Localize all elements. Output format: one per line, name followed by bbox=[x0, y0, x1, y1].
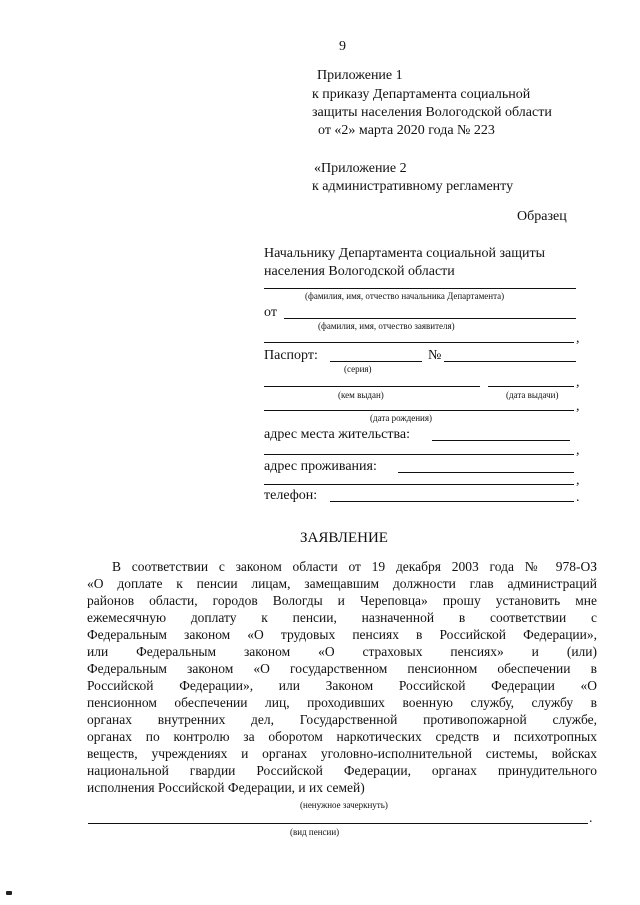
issued-by-field[interactable] bbox=[264, 386, 480, 387]
statement-line: Российской Федерации», или Законом Российской Федерации «О bbox=[87, 678, 597, 693]
strike-note: (ненужное зачеркнуть) bbox=[300, 800, 388, 810]
statement-line: веществ, учреждениях и органах уголовно-исполнительной системы, войсках bbox=[87, 746, 597, 761]
statement-line: национальной гвардии Российской Федерации, органах принудительного bbox=[87, 763, 597, 778]
passport-label: Паспорт: bbox=[264, 348, 318, 363]
issue-date-caption: (дата выдачи) bbox=[506, 390, 559, 400]
applicant-name-caption: (фамилия, имя, отчество заявителя) bbox=[318, 321, 455, 331]
page-number: 9 bbox=[339, 39, 346, 54]
comma-3: , bbox=[576, 399, 580, 414]
comma-4: , bbox=[576, 443, 580, 458]
stay-address-label: адрес проживания: bbox=[264, 459, 377, 474]
period-1: . bbox=[576, 490, 580, 505]
residence-address-field-2[interactable] bbox=[264, 454, 574, 455]
passport-number-field[interactable] bbox=[444, 361, 576, 362]
residence-address-field[interactable] bbox=[432, 440, 570, 441]
addressee-line-1: Начальнику Департамента социальной защиты bbox=[264, 246, 546, 261]
statement-line: «О доплате к пенсии лицам, замещавшим должности глав администраций bbox=[87, 576, 597, 591]
appendix-2-regulation-line: к административному регламенту bbox=[312, 179, 514, 194]
addressee-line-2: населения Вологодской области bbox=[264, 264, 455, 279]
statement-line: районов области, городов Вологды и Череповца» прошу установить мне bbox=[87, 593, 597, 608]
pension-type-caption: (вид пенсии) bbox=[290, 827, 340, 837]
statement-line: органах внутренних дел, Государственной противопожарной службе, bbox=[87, 712, 597, 727]
issue-date-field[interactable] bbox=[488, 386, 574, 387]
comma-2: , bbox=[576, 375, 580, 390]
comma-1: , bbox=[576, 331, 580, 346]
appendix-1-date-line: от «2» марта 2020 года № 223 bbox=[318, 123, 495, 138]
phone-field[interactable] bbox=[330, 501, 574, 502]
scan-mark bbox=[6, 891, 12, 895]
sample-label: Образец bbox=[517, 209, 567, 224]
head-name-field[interactable] bbox=[264, 288, 576, 289]
statement-line: или Федеральным законом «О страховых пенсиях» и (или) bbox=[87, 644, 597, 659]
applicant-name-field-2[interactable] bbox=[264, 342, 574, 343]
statement-title: ЗАЯВЛЕНИЕ bbox=[300, 530, 388, 546]
stay-address-field-2[interactable] bbox=[264, 484, 574, 485]
pension-type-field[interactable] bbox=[88, 823, 588, 824]
passport-number-sign: № bbox=[428, 348, 442, 363]
statement-line: Федеральным законом «О государственном пенсионном обеспечении в bbox=[87, 661, 597, 676]
statement-line: ежемесячную доплату к пенсии, назначенной в соответствии с bbox=[87, 610, 597, 625]
appendix-1-department-line: защиты населения Вологодской области bbox=[312, 105, 552, 120]
stay-address-field[interactable] bbox=[398, 472, 574, 473]
statement-line: пенсионном обеспечении лиц, проходивших военную службу, службу в bbox=[87, 695, 597, 710]
statement-line: Федеральным законом «О трудовых пенсиях в Российской Федерации», bbox=[87, 627, 597, 642]
series-caption: (серия) bbox=[344, 364, 372, 374]
phone-label: телефон: bbox=[264, 488, 318, 503]
residence-address-label: адрес места жительства: bbox=[264, 427, 410, 442]
appendix-1-order-line: к приказу Департамента социальной bbox=[312, 87, 531, 102]
head-name-caption: (фамилия, имя, отчество начальника Департамента) bbox=[305, 291, 505, 301]
statement-line: В соответствии с законом области от 19 декабря 2003 года № 978-ОЗ bbox=[112, 559, 597, 574]
from-label: от bbox=[264, 305, 277, 320]
birth-date-caption: (дата рождения) bbox=[370, 413, 432, 423]
period-2: . bbox=[589, 811, 593, 826]
appendix-2-title: «Приложение 2 bbox=[314, 161, 407, 176]
applicant-name-field[interactable] bbox=[284, 318, 576, 319]
passport-series-field[interactable] bbox=[330, 361, 422, 362]
appendix-1-title: Приложение 1 bbox=[317, 68, 403, 83]
birth-date-field[interactable] bbox=[264, 410, 574, 411]
issued-by-caption: (кем выдан) bbox=[338, 390, 384, 400]
comma-5: , bbox=[576, 473, 580, 488]
statement-line: органах по контролю за оборотом наркотических средств и психотропных bbox=[87, 729, 597, 744]
statement-line: исполнения Российской Федерации, и их семей) bbox=[87, 780, 365, 795]
